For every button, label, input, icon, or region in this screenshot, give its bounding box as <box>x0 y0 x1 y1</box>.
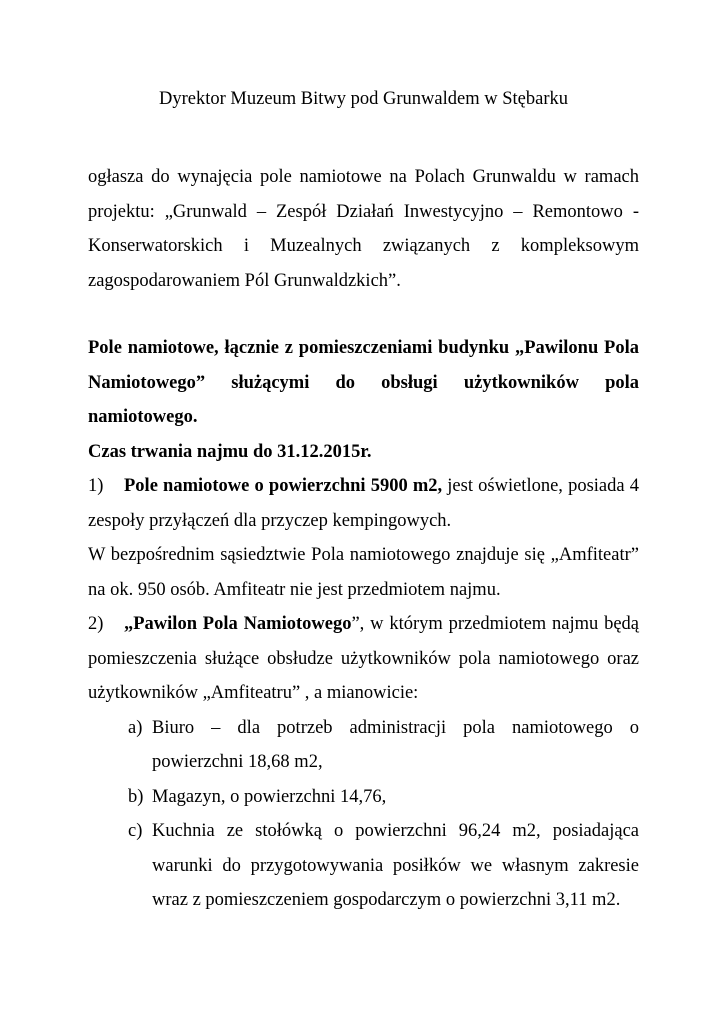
item-2-title: „Pawilon Pola Namiotowego <box>124 614 352 634</box>
room-list-item <box>128 814 639 918</box>
list-marker: a) <box>128 717 143 738</box>
list-marker: c) <box>128 821 143 841</box>
item-2-text: ”, w którym przedmiotem najmu będą pomieszczenia służące obsłudze użytkowników pola namiotowego oraz użytkowników „Amfiteatru” , a mianowicie: <box>88 614 640 703</box>
list-marker: b) <box>128 786 144 807</box>
item-1-number: 1) <box>88 476 104 496</box>
document-heading: Dyrektor Muzeum Bitwy pod Grunwaldem w Stębarku <box>159 89 568 109</box>
item-1-text: jest oświetlone, posiada 4 zespoły przyłączeń dla przyczep kempingowych. <box>88 476 639 531</box>
neighbor-paragraph: W bezpośrednim sąsiedztwie Pola namiotowego znajduje się „Amfiteatr” na ok. 950 osób. Amfiteatr nie jest przedmiotem najmu. <box>88 545 639 600</box>
intro-paragraph: ogłasza do wynajęcia pole namiotowe na Polach Grunwaldu w ramach projektu: „Grunwald – Zespół Działań Inwestycyjno – Remontowo -Konserwatorskich i Muzealnych związanych z kompleksowym zagospodarowaniem Pól Grunwaldzkich”. <box>88 167 639 291</box>
item-2 <box>88 607 639 711</box>
subject-paragraph: Pole namiotowe, łącznie z pomieszczeniami budynku „Pawilonu Pola Namiotowego” służącymi do obsługi użytkowników pola namiotowego. <box>88 338 639 427</box>
list-item-text: Biuro – dla potrzeb administracji pola namiotowego o powierzchni 18,68 m2, <box>152 717 639 772</box>
item-2-number: 2) <box>88 614 104 634</box>
item-1 <box>88 469 639 538</box>
list-item-text: Kuchnia ze stołówką o powierzchni 96,24 m2, posiadająca warunki do przygotowywania posiłków we własnym zakresie wraz z pomieszczeniem gospodarczym o powierzchni 3,11 m2. <box>152 821 639 910</box>
spacer <box>88 298 639 331</box>
room-list-item <box>128 780 639 815</box>
room-list-item <box>128 711 639 780</box>
list-item-text: Magazyn, o powierzchni 14,76, <box>152 786 387 807</box>
document-page <box>88 85 639 918</box>
lease-duration: Czas trwania najmu do 31.12.2015r. <box>88 441 372 462</box>
item-1-title: Pole namiotowe o powierzchni 5900 m2, <box>124 476 443 496</box>
room-list <box>88 711 639 918</box>
